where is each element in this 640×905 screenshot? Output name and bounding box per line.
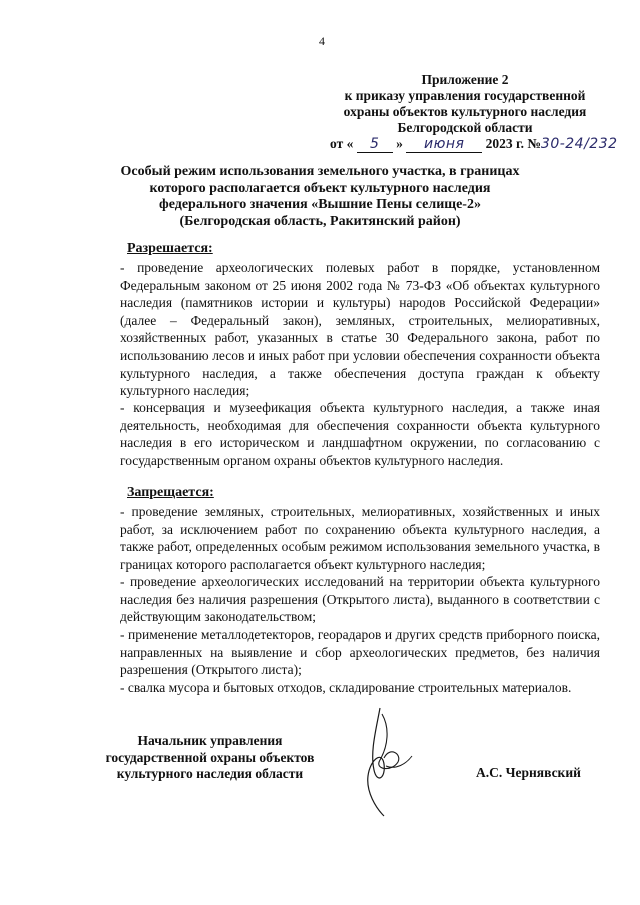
- appendix-order-ref: к приказу управления государственной: [344, 88, 586, 103]
- signatory-position: [92, 733, 328, 783]
- title-line-3: федерального значения «Вышние Пены селище-2»: [159, 197, 481, 212]
- date-prefix: от «: [330, 136, 354, 151]
- order-date-line: [330, 136, 618, 153]
- title-line-4: (Белгородская область, Ракитянский район): [179, 213, 461, 229]
- page-number: 4: [319, 34, 325, 48]
- signatory-line-3: культурного наследия области: [116, 766, 304, 781]
- appendix-authority: охраны объектов культурного наследия: [343, 104, 587, 119]
- signatory-name: А.С. Чернявский: [476, 765, 581, 780]
- date-month: июня: [406, 136, 482, 153]
- title-line-2: которого располагается объект культурного наследия: [149, 180, 491, 196]
- order-number: 30-24/232: [540, 136, 618, 152]
- forbidden-heading: Запрещается:: [127, 485, 214, 500]
- title-line-1: Особый режим использования земельного участка, в границах: [120, 164, 520, 179]
- appendix-region: Белгородской области: [397, 120, 533, 135]
- forbidden-item-1: - проведение земляных, строительных, мелиоративных, хозяйственных и иных работ, за исключением работ по сохранению объекта культурного наследия, а также работ, определенных особым режимом использования земельного участка, в границах которого располагается объект культурного наследия;: [120, 504, 600, 572]
- document-title: [90, 164, 550, 230]
- forbidden-item-3: - применение металлодетекторов, георадаров и других средств приборного поиска, направленных на выявление и сбор археологических предметов, без наличия разрешения (Открытого листа);: [120, 627, 600, 678]
- handwritten-signature: [340, 700, 440, 820]
- signatory-line-2: государственной охраны объектов: [105, 749, 315, 765]
- allowed-item-2: - консервация и музеефикация объекта культурного наследия, а также иная деятельность, необходимая для обеспечения сохранности объекта культурного наследия в его историческом и ландшафтном окружении, по согласованию с государственным органом охраны объектов культурного наследия.: [120, 400, 600, 468]
- appendix-title: Приложение 2: [421, 72, 509, 87]
- date-day: 5: [357, 136, 393, 153]
- date-year: 2023 г. №: [485, 136, 541, 151]
- date-mid: »: [396, 136, 403, 151]
- signatory-line-1: Начальник управления: [137, 733, 283, 748]
- allowed-heading: Разрешается:: [127, 241, 213, 256]
- allowed-item-1: - проведение археологических полевых работ в порядке, установленном Федеральным законом от 25 июня 2002 года № 73-ФЗ «Об объектах культурного наследия (памятников истории и культуры) народов Российской Федерации» (далее – Федеральный закон), земляных, строительных, мелиоративных, хозяйственных работ, указанных в статье 30 Федерального закона, работ по использованию лесов и иных работ при условии обеспечения сохранности объекта культурного наследия, а также обеспечения доступа граждан к объекту культурного наследия;: [120, 260, 600, 399]
- forbidden-item-4: - свалка мусора и бытовых отходов, складирование строительных материалов.: [120, 680, 572, 695]
- appendix-header: [330, 72, 618, 153]
- forbidden-item-2: - проведение археологических исследований на территории объекта культурного наследия без наличия разрешения (Открытого листа), выданного в соответствии с действующим законодательством;: [120, 574, 600, 625]
